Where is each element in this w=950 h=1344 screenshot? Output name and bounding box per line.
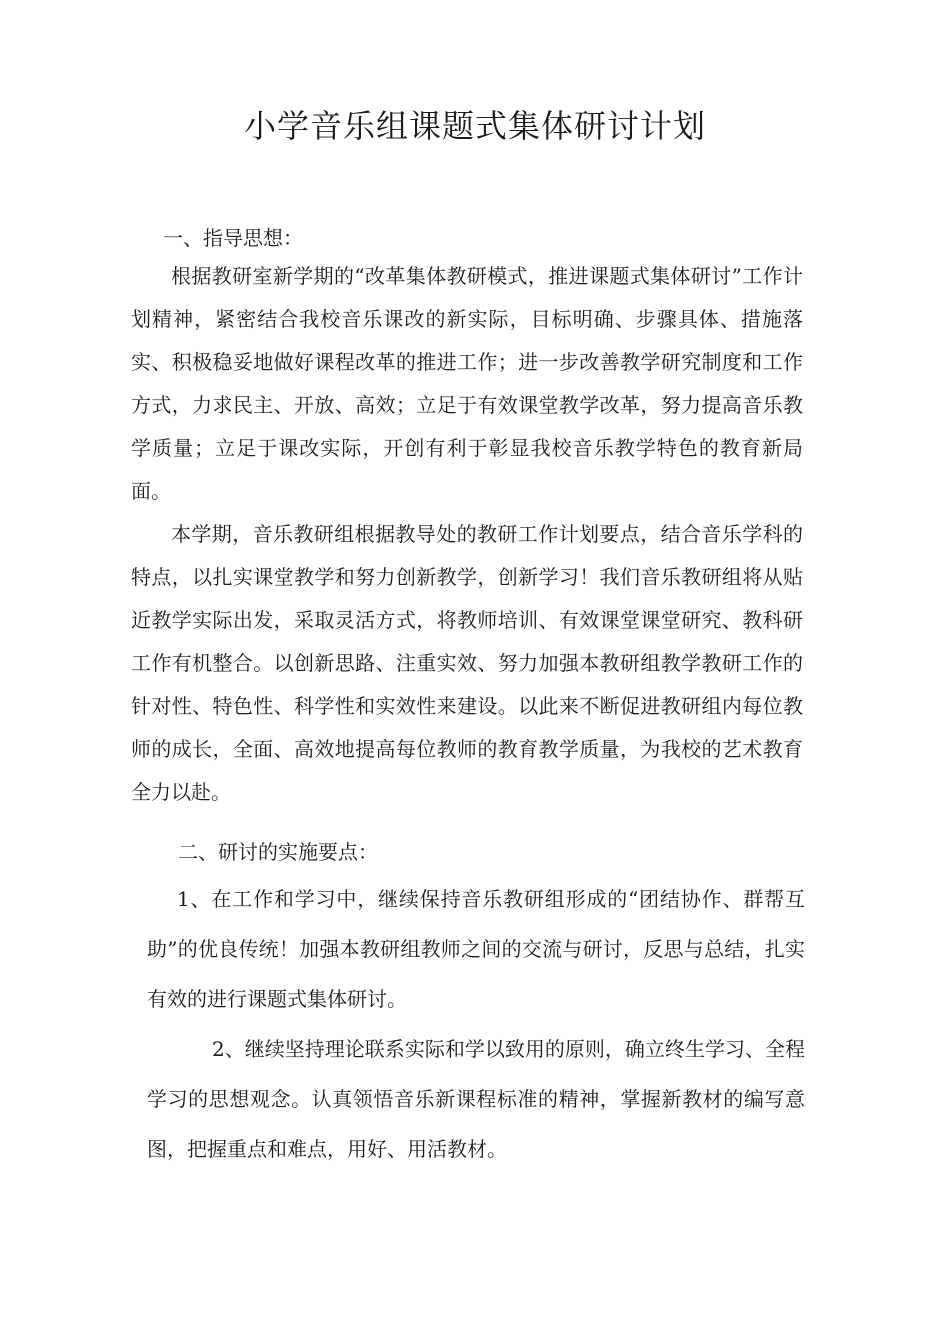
paragraph-guiding-thought-2: 本学期，音乐教研组根据教导处的教研工作计划要点，结合音乐学科的特点，以扎实课堂教学和努力创新教学，创新学习！我们音乐教研组将从贴近教学实际出发，采取灵活方式，将教师培训、有效课堂课堂研究、教科研工作有机整合。以创新思路、注重实效、努力加强本教研组教学教研工作的针对性、特色性、科学性和实效性来建设。以此来不断促进教研组内每位教师的成长，全面、高效地提高每位教师的教育教学质量，为我校的艺术教育全力以赴。 [131,522,803,804]
paragraph-guiding-thought-1: 根据教研室新学期的“改革集体教研模式，推进课题式集体研讨”工作计划精神，紧密结合我校音乐课改的新实际，目标明确、步骤具体、措施落实、积极稳妥地做好课程改革的推进工作；进一步改善教学研究制度和工作方式，力求民主、开放、高效；立足于有效课堂教学改革，努力提高音乐教学质量；立足于课改实际，开创有利于彰显我校音乐教学特色的教育新局面。 [131,264,803,503]
list-item-implementation-2: 2、继续坚持理论联系实际和学以致用的原则，确立终生学习、全程学习的思想观念。认真领悟音乐新课程标准的精神，掌握新教材的编写意图，把握重点和难点，用好、用活教材。 [147,1037,805,1161]
list-item-implementation-1: 1、在工作和学习中，继续保持音乐教研组形成的“团结协作、群帮互助”的优良传统！加强本教研组教师之间的交流与研讨，反思与总结，扎实有效的进行课题式集体研讨。 [147,887,805,1011]
section-heading-guiding-thought: 一、指导思想： [163,226,303,250]
document-title: 小学音乐组课题式集体研讨计划 [243,107,706,145]
section-heading-implementation: 二、研讨的实施要点： [178,840,378,864]
